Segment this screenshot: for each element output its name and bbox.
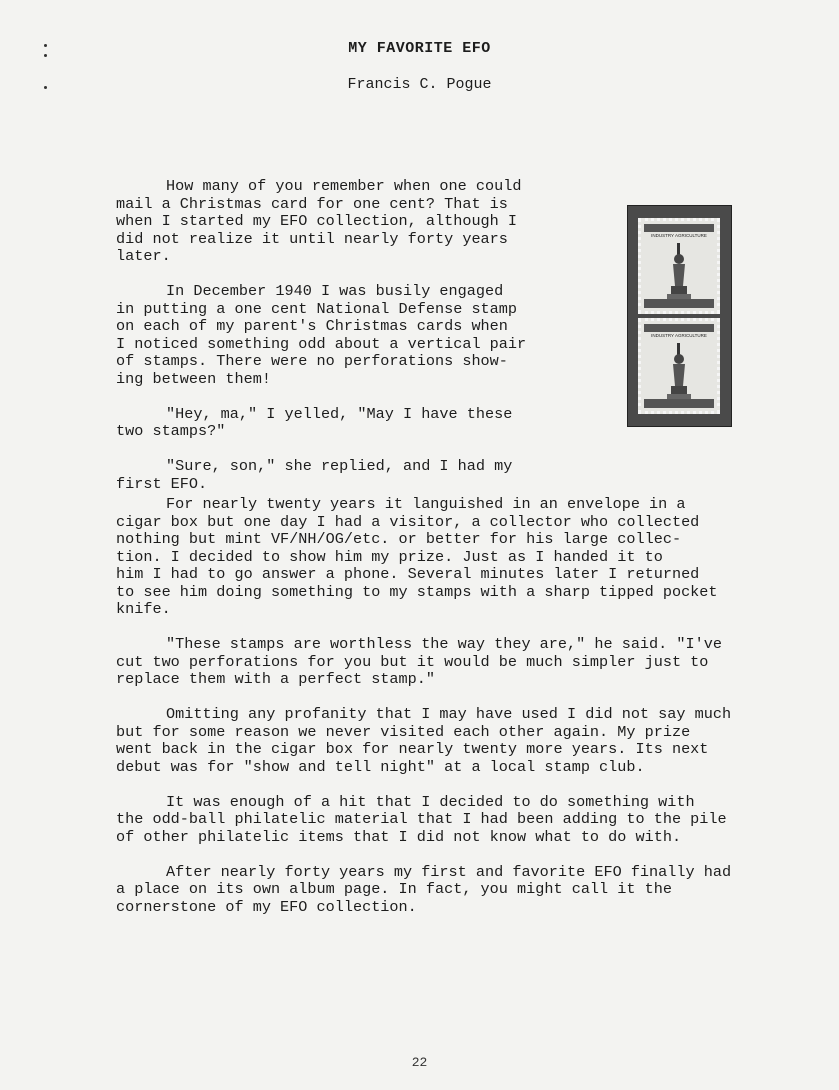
page-number: 22 — [411, 1055, 428, 1070]
stamp-top — [638, 218, 720, 314]
narrow-text-column — [116, 178, 566, 511]
stamp-header-band — [644, 224, 714, 232]
statue-of-liberty-icon — [661, 341, 697, 403]
document-author: Francis C. Pogue — [347, 76, 492, 93]
stamp-footer-band — [644, 399, 714, 408]
paragraph: It was enough of a hit that I decided to do something with the odd-ball philatelic material that I had been adding to the pile of other philatelic items that I did not know what to do with. — [116, 792, 727, 846]
stamp-subtitle: INDUSTRY AGRICULTURE — [651, 333, 707, 338]
document-title: MY FAVORITE EFO — [348, 40, 491, 57]
paragraph: "Hey, ma," I yelled, "May I have these two stamps?" — [116, 404, 513, 440]
stamp-pair-image — [627, 205, 732, 427]
paragraph: For nearly twenty years it languished in an envelope in a cigar box but one day I had a visitor, a collector who collected nothing but mint VF/NH/OG/etc. or better for his large collec- tion. I decided to show him my prize. Just as I handed it to him I had to go answer a phone. Several minutes later I returned to see him doing something to my stamps with a sharp tipped pocket knife. — [116, 495, 718, 618]
stamp-bottom — [638, 318, 720, 414]
paragraph: "These stamps are worthless the way they are," he said. "I've cut two perforations for you but it would be much simpler just to replace them with a perfect stamp." — [116, 635, 722, 688]
paragraph: After nearly forty years my first and favorite EFO finally had a place on its own album page. In fact, you might call it the cornerstone of my EFO collection. — [116, 862, 732, 916]
statue-of-liberty-icon — [661, 241, 697, 303]
paragraph: Omitting any profanity that I may have used I did not say much but for some reason we never visited each other again. My prize went back in the cigar box for nearly twenty more years. Its next debut was for "show and tell night" at a local stamp club. — [116, 705, 732, 776]
paragraph: In December 1940 I was busily engaged in putting a one cent National Defense stamp on each of my parent's Christmas cards when I noticed something odd about a vertical pair of stamps. There were no perforations show- ing between them! — [116, 282, 527, 388]
stamp-subtitle: INDUSTRY AGRICULTURE — [651, 233, 707, 238]
full-text-column — [116, 496, 796, 934]
paragraph: How many of you remember when one could mail a Christmas card for one cent? That is when I started my EFO collection, although I did not realize it until nearly forty years later. — [116, 177, 522, 265]
paragraph: "Sure, son," she replied, and I had my first EFO. — [116, 457, 513, 493]
stamp-header-band — [644, 324, 714, 332]
stamp-footer-band — [644, 299, 714, 308]
